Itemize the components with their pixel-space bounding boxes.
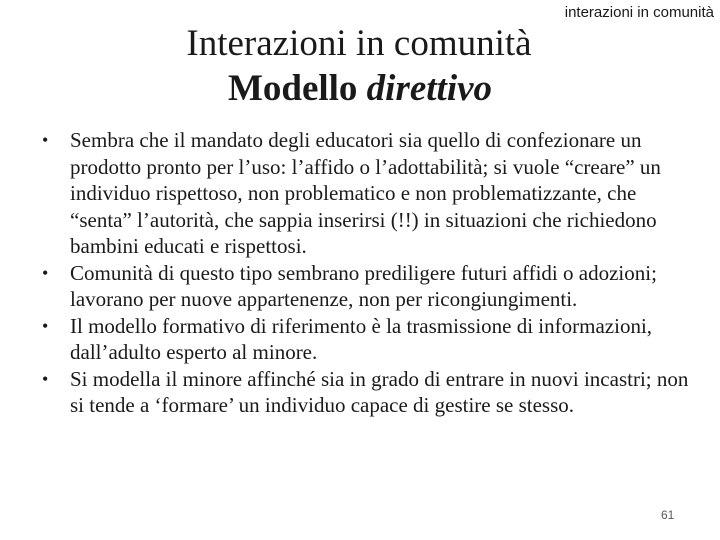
bullet-icon: • — [42, 262, 49, 283]
section-header-tag: interazioni in comunità — [564, 4, 714, 21]
bullet-text: Comunità di questo tipo sembrano prediligere futuri affidi o adozioni; lavorano per nuove appartenenze, non per ricongiungimenti. — [70, 260, 657, 311]
bullet-text: Il modello formativo di riferimento è la trasmissione di informazioni, dall’adulto esperto al minore. — [70, 313, 653, 364]
slide-title-italic-text: direttivo — [366, 68, 493, 109]
bullet-icon: • — [42, 368, 49, 389]
slide-title-line1: Interazioni in comunità — [186, 23, 532, 64]
bullet-text: Si modella il minore affinché sia in grado di entrare in nuovi incastri; non si tende a ‘formare’ un individuo capace di gestire se stesso. — [70, 366, 689, 417]
bullet-icon: • — [42, 130, 49, 150]
slide-title — [0, 22, 720, 112]
bullet-icon: • — [42, 315, 49, 336]
bullet-item — [42, 313, 692, 366]
bullet-item — [42, 260, 692, 313]
page-number: 61 — [661, 508, 675, 522]
slide-title-line2 — [0, 66, 720, 112]
bullet-list — [42, 127, 692, 419]
slide-title-bold-text: Modello — [227, 68, 367, 109]
bullet-text: Sembra che il mandato degli educatori sia quello di confezionare un prodotto pronto per l’uso: l’affido o l’adottabilità; si vuole “creare” un individuo rispettoso, non problematico e non problematizzante, che “senta” l’autorità, che sappia inserirsi (!!) in situazioni che richiedono bambini educati e rispettosi. — [70, 128, 661, 258]
bullet-item — [42, 366, 692, 419]
bullet-item — [42, 127, 692, 260]
